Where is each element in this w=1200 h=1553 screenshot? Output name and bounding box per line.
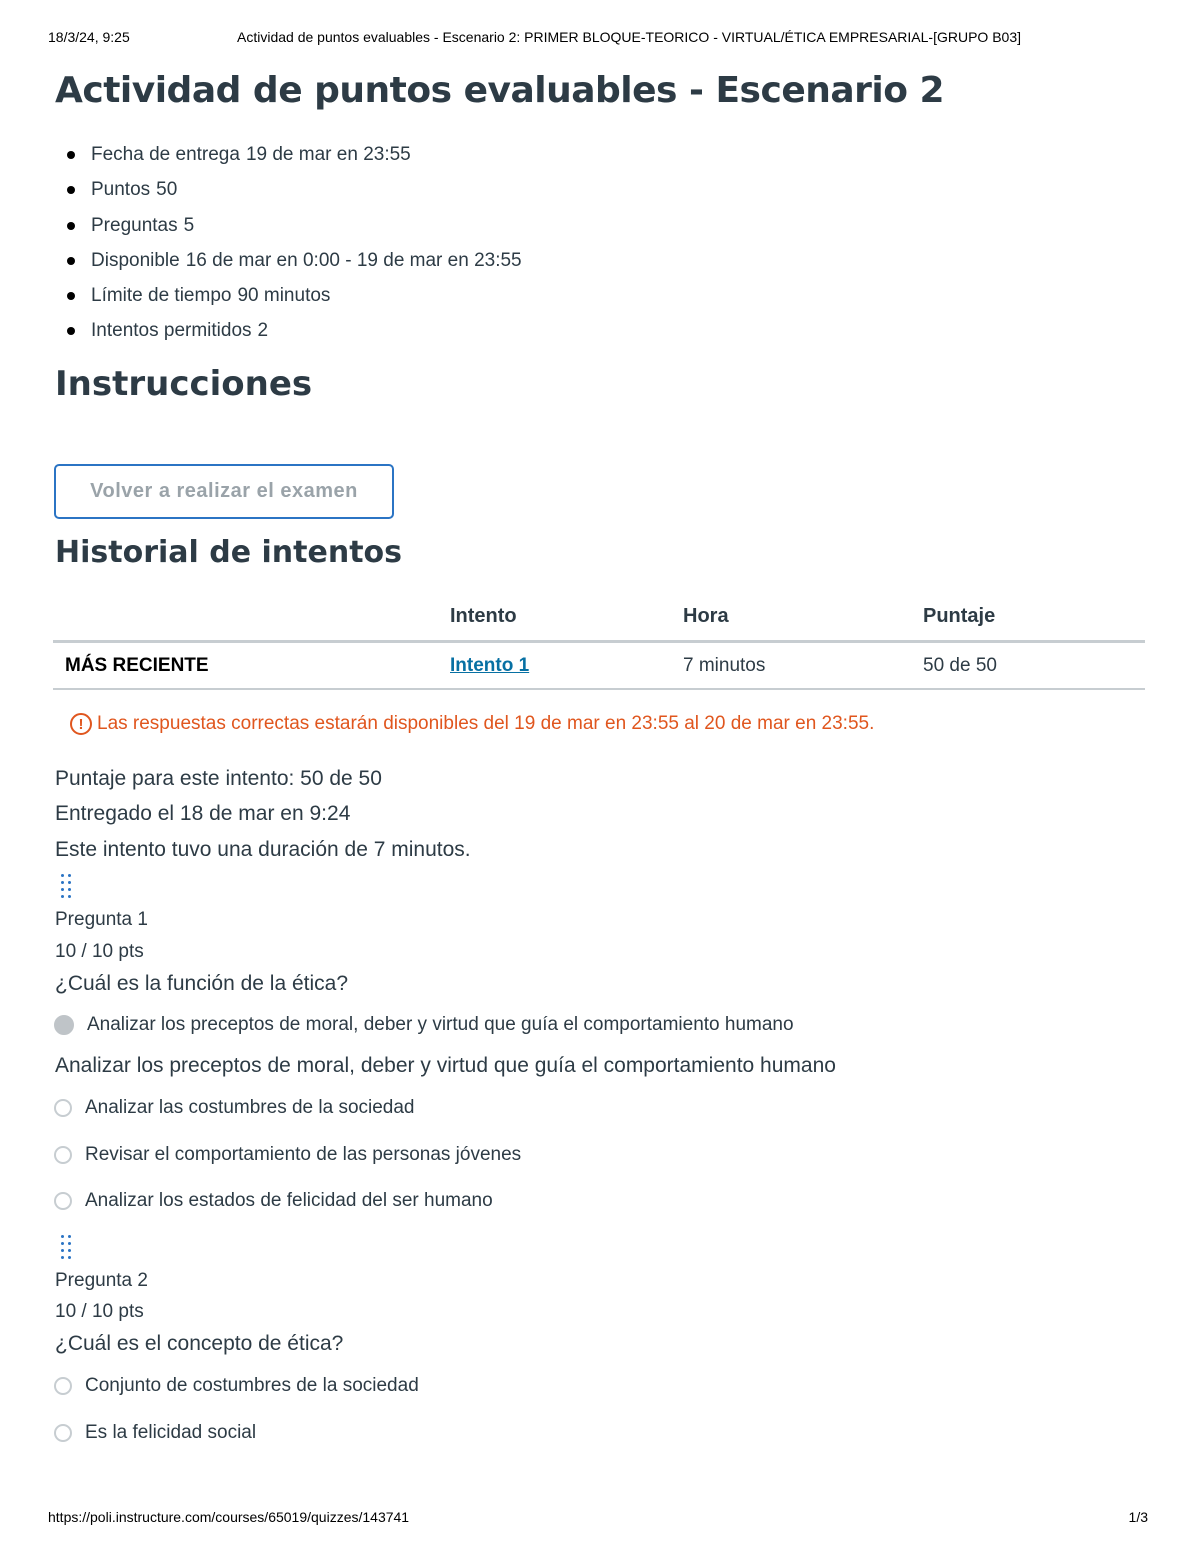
attempt-score-text: Puntaje para este intento: 50 de 50 <box>55 767 382 790</box>
detail-label: Preguntas <box>91 214 178 236</box>
correct-answers-notice <box>70 713 874 735</box>
detail-attempts-allowed <box>55 313 522 348</box>
radio-icon[interactable] <box>54 1424 72 1442</box>
most-recent-label: MÁS RECIENTE <box>65 655 209 676</box>
detail-value: 5 <box>183 214 195 236</box>
attempt-history-heading: Historial de intentos <box>55 535 403 570</box>
detail-value: 19 de mar en 23:55 <box>245 144 411 165</box>
attempt-score: 50 de 50 <box>923 655 997 676</box>
attempt-submitted-text: Entregado el 18 de mar en 9:24 <box>55 802 351 826</box>
question-1-answer-4[interactable] <box>54 1190 493 1212</box>
detail-points <box>55 172 522 207</box>
question-2-answer-1[interactable] <box>54 1375 419 1397</box>
detail-value: 90 minutos <box>237 285 331 307</box>
bullet-icon <box>67 186 75 194</box>
question-2-label: Pregunta 2 <box>55 1270 148 1291</box>
warning-circle-icon: ! <box>70 713 92 735</box>
table-row <box>53 643 1145 690</box>
question-2-answer-2[interactable] <box>54 1422 256 1444</box>
bullet-icon <box>67 327 75 335</box>
detail-questions <box>55 208 522 243</box>
instructions-heading: Instrucciones <box>55 364 313 404</box>
print-title: Actividad de puntos evaluables - Escenario 2: PRIMER BLOQUE-TEORICO - VIRTUAL/ÉTICA EMPRESARIAL-[GRUPO B03] <box>237 29 1022 45</box>
attempt-duration-text: Este intento tuvo una duración de 7 minutos. <box>55 837 471 861</box>
drag-handle-icon <box>61 874 75 900</box>
column-header-time: Hora <box>683 605 729 627</box>
bullet-icon <box>67 151 75 159</box>
bullet-icon <box>67 257 75 265</box>
detail-value: 2 <box>257 320 269 342</box>
page-title: Actividad de puntos evaluables - Escenario 2 <box>55 70 945 111</box>
print-page-number: 1/3 <box>1128 1509 1148 1525</box>
question-1-points: 10 / 10 pts <box>55 941 144 962</box>
radio-icon[interactable] <box>54 1377 72 1395</box>
detail-time-limit <box>55 278 522 313</box>
detail-value: 16 de mar en 0:00 - 19 de mar en 23:55 <box>185 249 522 271</box>
notice-text: Las respuestas correctas estarán disponibles del 19 de mar en 23:55 al 20 de mar en 23:55. <box>97 713 875 734</box>
question-2-points: 10 / 10 pts <box>55 1301 144 1322</box>
detail-label: Límite de tiempo <box>91 285 232 307</box>
answer-text: Analizar los preceptos de moral, deber y virtud que guía el comportamiento humano <box>87 1014 794 1035</box>
retake-quiz-button[interactable]: Volver a realizar el examen <box>54 464 394 519</box>
question-1-answer-3[interactable] <box>54 1144 521 1166</box>
radio-selected-icon[interactable] <box>54 1015 74 1035</box>
attempt-history-table <box>53 595 1145 690</box>
print-header <box>0 27 1200 51</box>
print-date: 18/3/24, 9:25 <box>48 29 130 45</box>
detail-label: Puntos <box>91 179 151 201</box>
radio-icon[interactable] <box>54 1146 72 1164</box>
detail-label: Disponible <box>91 249 180 271</box>
question-2-text: ¿Cuál es el concepto de ética? <box>55 1332 344 1355</box>
column-header-score: Puntaje <box>923 605 996 627</box>
bullet-icon <box>67 222 75 230</box>
question-1-answer-1[interactable] <box>54 1014 794 1036</box>
attempt-time: 7 minutos <box>683 655 766 676</box>
drag-handle-icon <box>61 1235 75 1261</box>
attempt-summary <box>55 761 471 867</box>
column-header-attempt: Intento <box>450 605 517 627</box>
quiz-details-list <box>55 137 522 349</box>
table-header-row <box>53 595 1145 643</box>
question-1-answer-2[interactable] <box>54 1097 415 1119</box>
detail-value: 50 <box>156 179 178 201</box>
detail-label: Intentos permitidos <box>91 320 252 342</box>
detail-due-date <box>55 137 522 172</box>
detail-available <box>55 243 522 278</box>
attempt-1-link[interactable]: Intento 1 <box>450 655 530 676</box>
radio-icon[interactable] <box>54 1099 72 1117</box>
print-url: https://poli.instructure.com/courses/65019/quizzes/143741 <box>48 1509 410 1525</box>
question-1-label: Pregunta 1 <box>55 909 148 930</box>
detail-label: Fecha de entrega <box>91 144 240 165</box>
answer-text: Es la felicidad social <box>85 1422 257 1443</box>
print-footer <box>0 1507 1200 1531</box>
answer-text: Revisar el comportamiento de las personas jóvenes <box>85 1144 522 1165</box>
answer-text: Analizar los estados de felicidad del ser humano <box>85 1190 493 1211</box>
answer-text: Conjunto de costumbres de la sociedad <box>85 1375 419 1396</box>
bullet-icon <box>67 292 75 300</box>
answer-text: Analizar las costumbres de la sociedad <box>85 1097 415 1118</box>
question-1-answer-detail: Analizar los preceptos de moral, deber y virtud que guía el comportamiento humano <box>55 1054 836 1077</box>
radio-icon[interactable] <box>54 1192 72 1210</box>
question-1-text: ¿Cuál es la función de la ética? <box>55 972 349 995</box>
